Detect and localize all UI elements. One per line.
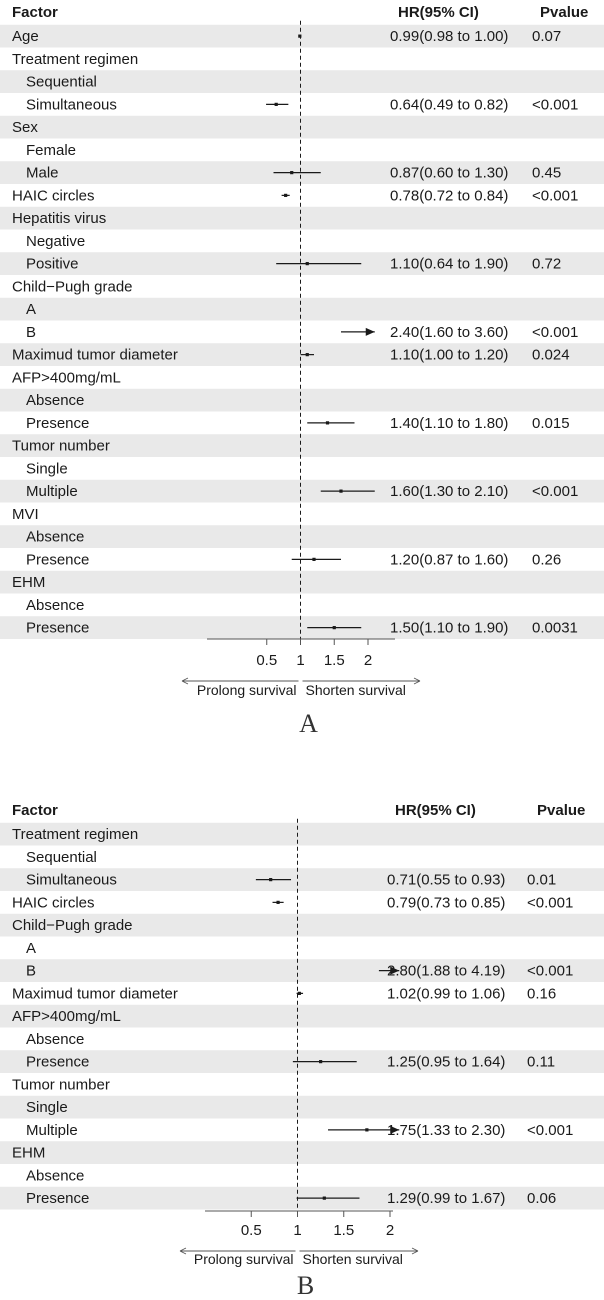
row-pvalue: 0.024 [532, 346, 570, 364]
hr-point [319, 1060, 322, 1063]
row-hr-ci: 1.29(0.99 to 1.67) [387, 1190, 506, 1208]
hr-point [323, 1197, 326, 1200]
row-hr-ci: 0.79(0.73 to 0.85) [387, 894, 506, 912]
direction-label-left: Prolong survival [193, 1251, 294, 1267]
row-hr-ci: 1.02(0.99 to 1.06) [387, 985, 506, 1003]
header-hr: HR(95% CI) [398, 4, 479, 21]
row-label: EHM [12, 574, 46, 592]
row-pvalue: 0.45 [532, 164, 562, 182]
row-stripe [0, 571, 604, 594]
row-pvalue: <0.001 [527, 962, 574, 980]
row-stripe [0, 25, 604, 48]
row-stripe [0, 298, 604, 321]
row-label: Multiple [26, 1121, 78, 1139]
row-hr-ci: 1.20(0.87 to 1.60) [390, 551, 509, 569]
forest-panel-a [0, 4, 604, 738]
hr-point [326, 421, 329, 424]
row-label: B [26, 962, 37, 980]
row-label: Hepatitis virus [12, 210, 107, 228]
row-hr-ci: 1.10(1.00 to 1.20) [390, 346, 509, 364]
row-label: Positive [26, 255, 79, 273]
row-label: Presence [26, 619, 90, 637]
header-factor: Factor [12, 4, 58, 21]
row-hr-ci: 0.64(0.49 to 0.82) [390, 96, 509, 114]
row-pvalue: 0.015 [532, 414, 570, 432]
row-label: Absence [26, 392, 85, 410]
row-label: A [26, 301, 37, 319]
row-pvalue: <0.001 [527, 894, 574, 912]
row-stripe [0, 616, 604, 639]
row-label: Treatment regimen [12, 50, 139, 68]
row-pvalue: 0.72 [532, 255, 562, 273]
x-tick-label: 1.5 [333, 1222, 355, 1239]
direction-label-left: Prolong survival [196, 682, 297, 698]
row-pvalue: <0.001 [532, 483, 579, 501]
row-label: Maximud tumor diameter [12, 985, 178, 1003]
row-stripe [0, 116, 604, 139]
row-hr-ci: 1.50(1.10 to 1.90) [390, 619, 509, 637]
row-pvalue: 0.01 [527, 871, 557, 889]
header-hr: HR(95% CI) [395, 802, 476, 819]
row-pvalue: <0.001 [532, 323, 579, 341]
row-hr-ci: 1.40(1.10 to 1.80) [390, 414, 509, 432]
row-label: HAIC circles [12, 187, 95, 205]
hr-point [298, 992, 301, 995]
x-tick-label: 2 [363, 652, 373, 669]
row-label: Presence [26, 414, 90, 432]
row-pvalue: <0.001 [532, 96, 579, 114]
row-stripe [0, 389, 604, 412]
row-label: Sex [12, 119, 38, 137]
row-label: Simultaneous [26, 871, 117, 889]
header-pvalue: Pvalue [540, 4, 589, 21]
row-label: Absence [26, 596, 85, 614]
row-label: Tumor number [12, 1076, 110, 1094]
row-label: EHM [12, 1144, 46, 1162]
hr-point [275, 103, 278, 106]
row-label: Tumor number [12, 437, 110, 455]
row-label: Absence [26, 528, 85, 546]
row-pvalue: 0.11 [527, 1053, 556, 1071]
row-label: Presence [26, 1190, 90, 1208]
hr-point [365, 1128, 368, 1131]
hr-point [269, 878, 272, 881]
row-label: Simultaneous [26, 96, 117, 114]
row-hr-ci: 1.60(1.30 to 2.10) [390, 483, 509, 501]
row-label: Absence [26, 1167, 85, 1185]
row-label: Negative [26, 232, 86, 250]
row-hr-ci: 1.25(0.95 to 1.64) [387, 1053, 506, 1071]
row-pvalue: 0.07 [532, 28, 562, 46]
hr-point [290, 171, 293, 174]
row-label: Presence [26, 551, 90, 569]
direction-label-right: Shorten survival [305, 682, 406, 698]
row-label: Single [26, 1099, 68, 1117]
x-tick-label: 1 [296, 652, 305, 669]
row-label: Maximud tumor diameter [12, 346, 178, 364]
hr-point [312, 558, 315, 561]
row-pvalue: 0.06 [527, 1190, 557, 1208]
x-tick-label: 1 [293, 1222, 302, 1239]
forest-panel-b [0, 802, 604, 1300]
header-pvalue: Pvalue [537, 802, 586, 819]
row-hr-ci: 1.75(1.33 to 2.30) [387, 1121, 506, 1139]
row-label: Male [26, 164, 59, 182]
row-stripe [0, 959, 604, 982]
row-hr-ci: 1.10(0.64 to 1.90) [390, 255, 509, 273]
x-tick-label: 2 [385, 1222, 395, 1239]
row-pvalue: <0.001 [532, 187, 579, 205]
row-label: Child−Pugh grade [12, 917, 133, 935]
row-hr-ci: 2.40(1.60 to 3.60) [390, 323, 509, 341]
row-hr-ci: 2.80(1.88 to 4.19) [387, 962, 506, 980]
row-pvalue: 0.26 [532, 551, 562, 569]
hr-point [284, 194, 287, 197]
row-stripe [0, 480, 604, 503]
x-tick-label: 0.5 [240, 1222, 262, 1239]
row-label: A [26, 939, 37, 957]
row-label: AFP>400mg/mL [12, 369, 121, 387]
row-hr-ci: 0.71(0.55 to 0.93) [387, 871, 506, 889]
row-stripe [0, 525, 604, 548]
row-hr-ci: 0.99(0.98 to 1.00) [390, 28, 509, 46]
row-label: Single [26, 460, 68, 478]
row-pvalue: <0.001 [527, 1121, 574, 1139]
hr-point [339, 490, 342, 493]
row-label: HAIC circles [12, 894, 95, 912]
hr-point [306, 262, 309, 265]
row-label: Sequential [26, 848, 97, 866]
row-label: AFP>400mg/mL [12, 1008, 121, 1026]
row-label: Child−Pugh grade [12, 278, 133, 296]
x-tick-label: 0.5 [256, 652, 278, 669]
hr-point [306, 353, 309, 356]
direction-label-right: Shorten survival [302, 1251, 403, 1267]
row-stripe [0, 1096, 604, 1119]
row-label: Treatment regimen [12, 826, 139, 844]
header-factor: Factor [12, 802, 58, 819]
row-pvalue: 0.16 [527, 985, 557, 1003]
row-label: Sequential [26, 73, 97, 91]
panel-label: B [296, 1271, 315, 1300]
row-label: Female [26, 141, 77, 159]
row-label: MVI [12, 505, 39, 523]
row-label: B [26, 323, 37, 341]
x-tick-label: 1.5 [323, 652, 345, 669]
row-hr-ci: 0.87(0.60 to 1.30) [390, 164, 509, 182]
hr-point [333, 626, 336, 629]
row-hr-ci: 0.78(0.72 to 0.84) [390, 187, 509, 205]
row-stripe [0, 1141, 604, 1164]
hr-point [298, 35, 301, 38]
panel-label: A [299, 709, 318, 738]
row-label: Presence [26, 1053, 90, 1071]
row-label: Multiple [26, 483, 78, 501]
row-label: Absence [26, 1030, 85, 1048]
ci-arrow [366, 328, 375, 336]
hr-point [276, 901, 279, 904]
row-label: Age [12, 28, 39, 46]
row-pvalue: 0.0031 [532, 619, 578, 637]
